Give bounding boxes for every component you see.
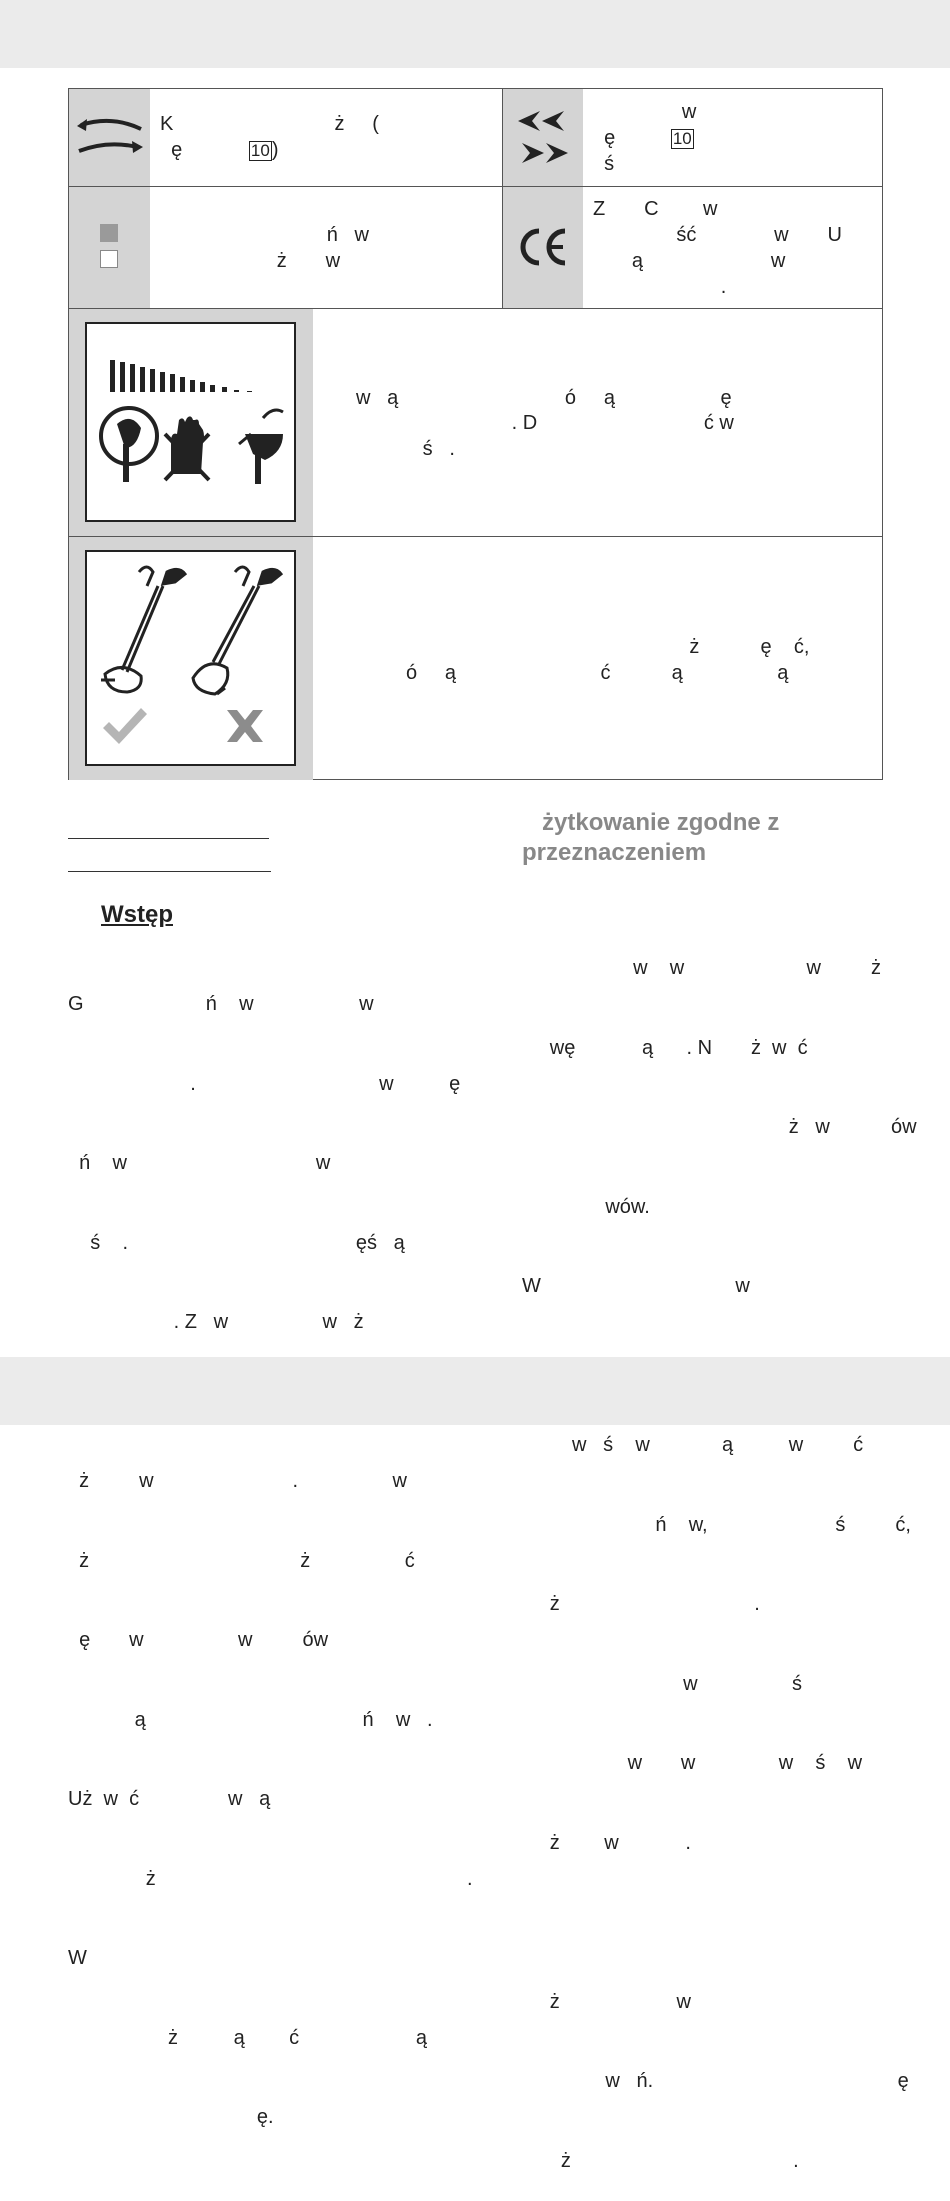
protection-class-cell — [69, 186, 150, 308]
usage-text: ó ą ć ą ą — [356, 662, 789, 684]
paragraph-line: ś . ęś ą — [68, 1231, 405, 1254]
top-margin-band — [0, 0, 950, 68]
curved-arrows-icon — [75, 115, 145, 161]
paragraph-line: ż . — [522, 2149, 799, 2172]
direction-symbol-text: ś — [593, 153, 615, 175]
double-insulation-icon — [100, 250, 118, 268]
swing-symbol-text: K ż ( — [160, 113, 379, 135]
intended-use-paragraph — [522, 902, 917, 2201]
paragraph-line: ń w, ś ć, — [522, 1513, 911, 1536]
protection-class-text: ń w — [160, 224, 369, 246]
ce-mark-icon — [517, 227, 569, 267]
section-heading-intended-use: żytkowanie zgodne z — [542, 809, 780, 836]
direction-symbol-text: ę 10 — [593, 127, 692, 149]
protection-class-text: ż w — [160, 250, 341, 272]
warning-text: w ą ó ą ę — [356, 387, 732, 409]
paragraph-line: w ń. ę — [522, 2070, 909, 2092]
paragraph-line: ń w w — [68, 1152, 331, 1174]
ce-declaration-text: ą w — [593, 250, 786, 272]
paragraph-line: ę w w ów — [68, 1629, 329, 1651]
paragraph-line: ż . — [68, 1867, 473, 1890]
bottom-margin-band — [0, 1357, 950, 1425]
rotating-line-warning-icon — [87, 324, 294, 520]
paragraph-line: ż . — [522, 1593, 760, 1615]
intro-paragraph — [68, 938, 473, 2157]
symbol-table — [68, 88, 883, 780]
paragraph-line: ż w — [522, 1990, 691, 2013]
section-rule — [68, 838, 269, 839]
paragraph-line: ż ż ć — [68, 1549, 415, 1572]
table-divider — [69, 308, 882, 309]
paragraph-line: wę ą . N ż w ć — [522, 1036, 808, 1059]
table-divider — [69, 186, 882, 187]
table-divider — [69, 536, 882, 537]
ce-declaration-text: . — [593, 276, 727, 298]
paragraph-line: . Z w w ż — [68, 1311, 364, 1333]
paragraph-line: W w — [522, 1275, 750, 1297]
warning-text: ś . — [356, 438, 455, 460]
paragraph-line: ę. — [68, 2106, 274, 2128]
paragraph-line: w w w ś w — [522, 1752, 863, 1774]
usage-illustration-frame — [85, 550, 296, 766]
paragraph-line: W — [68, 1947, 87, 1969]
paragraph-line: w w w ż — [522, 957, 881, 979]
paragraph-line: ą ń w . — [68, 1708, 433, 1731]
paragraph-line: ż w . — [522, 1831, 691, 1854]
paragraph-line: ż ą ć ą — [68, 2026, 427, 2049]
reference-number-box: 10 — [250, 141, 270, 160]
swing-symbol-text: ę 10 ) — [160, 139, 279, 161]
direction-symbol-text: w — [593, 101, 697, 123]
paragraph-line: ż w . w — [68, 1470, 407, 1492]
rotation-direction-icon — [516, 109, 570, 165]
ce-declaration-text: Z C w — [593, 198, 718, 220]
warning-text: . D ć w — [356, 412, 734, 434]
paragraph-line: w ś — [522, 1672, 803, 1695]
trimmer-position-icon — [87, 552, 294, 764]
paragraph-line: w ś w ą w ć — [522, 1434, 864, 1456]
usage-text: ż ę ć, — [356, 636, 810, 658]
paragraph-line: ż w ów — [522, 1116, 917, 1138]
paragraph-line: wów. — [522, 1195, 650, 1218]
section-heading-intro: Wstęp — [101, 901, 173, 928]
ce-declaration-text: ść w U — [593, 224, 842, 246]
paragraph-line: G ń w w — [68, 993, 374, 1015]
section-heading-intended-use: przeznaczeniem — [522, 839, 707, 866]
table-divider — [502, 89, 503, 308]
section-rule — [68, 871, 271, 872]
reference-number-box: 10 — [672, 129, 692, 148]
paragraph-line: Uż w ć w ą — [68, 1788, 271, 1810]
paragraph-line: . w ę — [68, 1072, 461, 1095]
warning-illustration-frame — [85, 322, 296, 522]
double-insulation-icon — [100, 224, 118, 242]
paragraph-line — [522, 1909, 917, 1936]
